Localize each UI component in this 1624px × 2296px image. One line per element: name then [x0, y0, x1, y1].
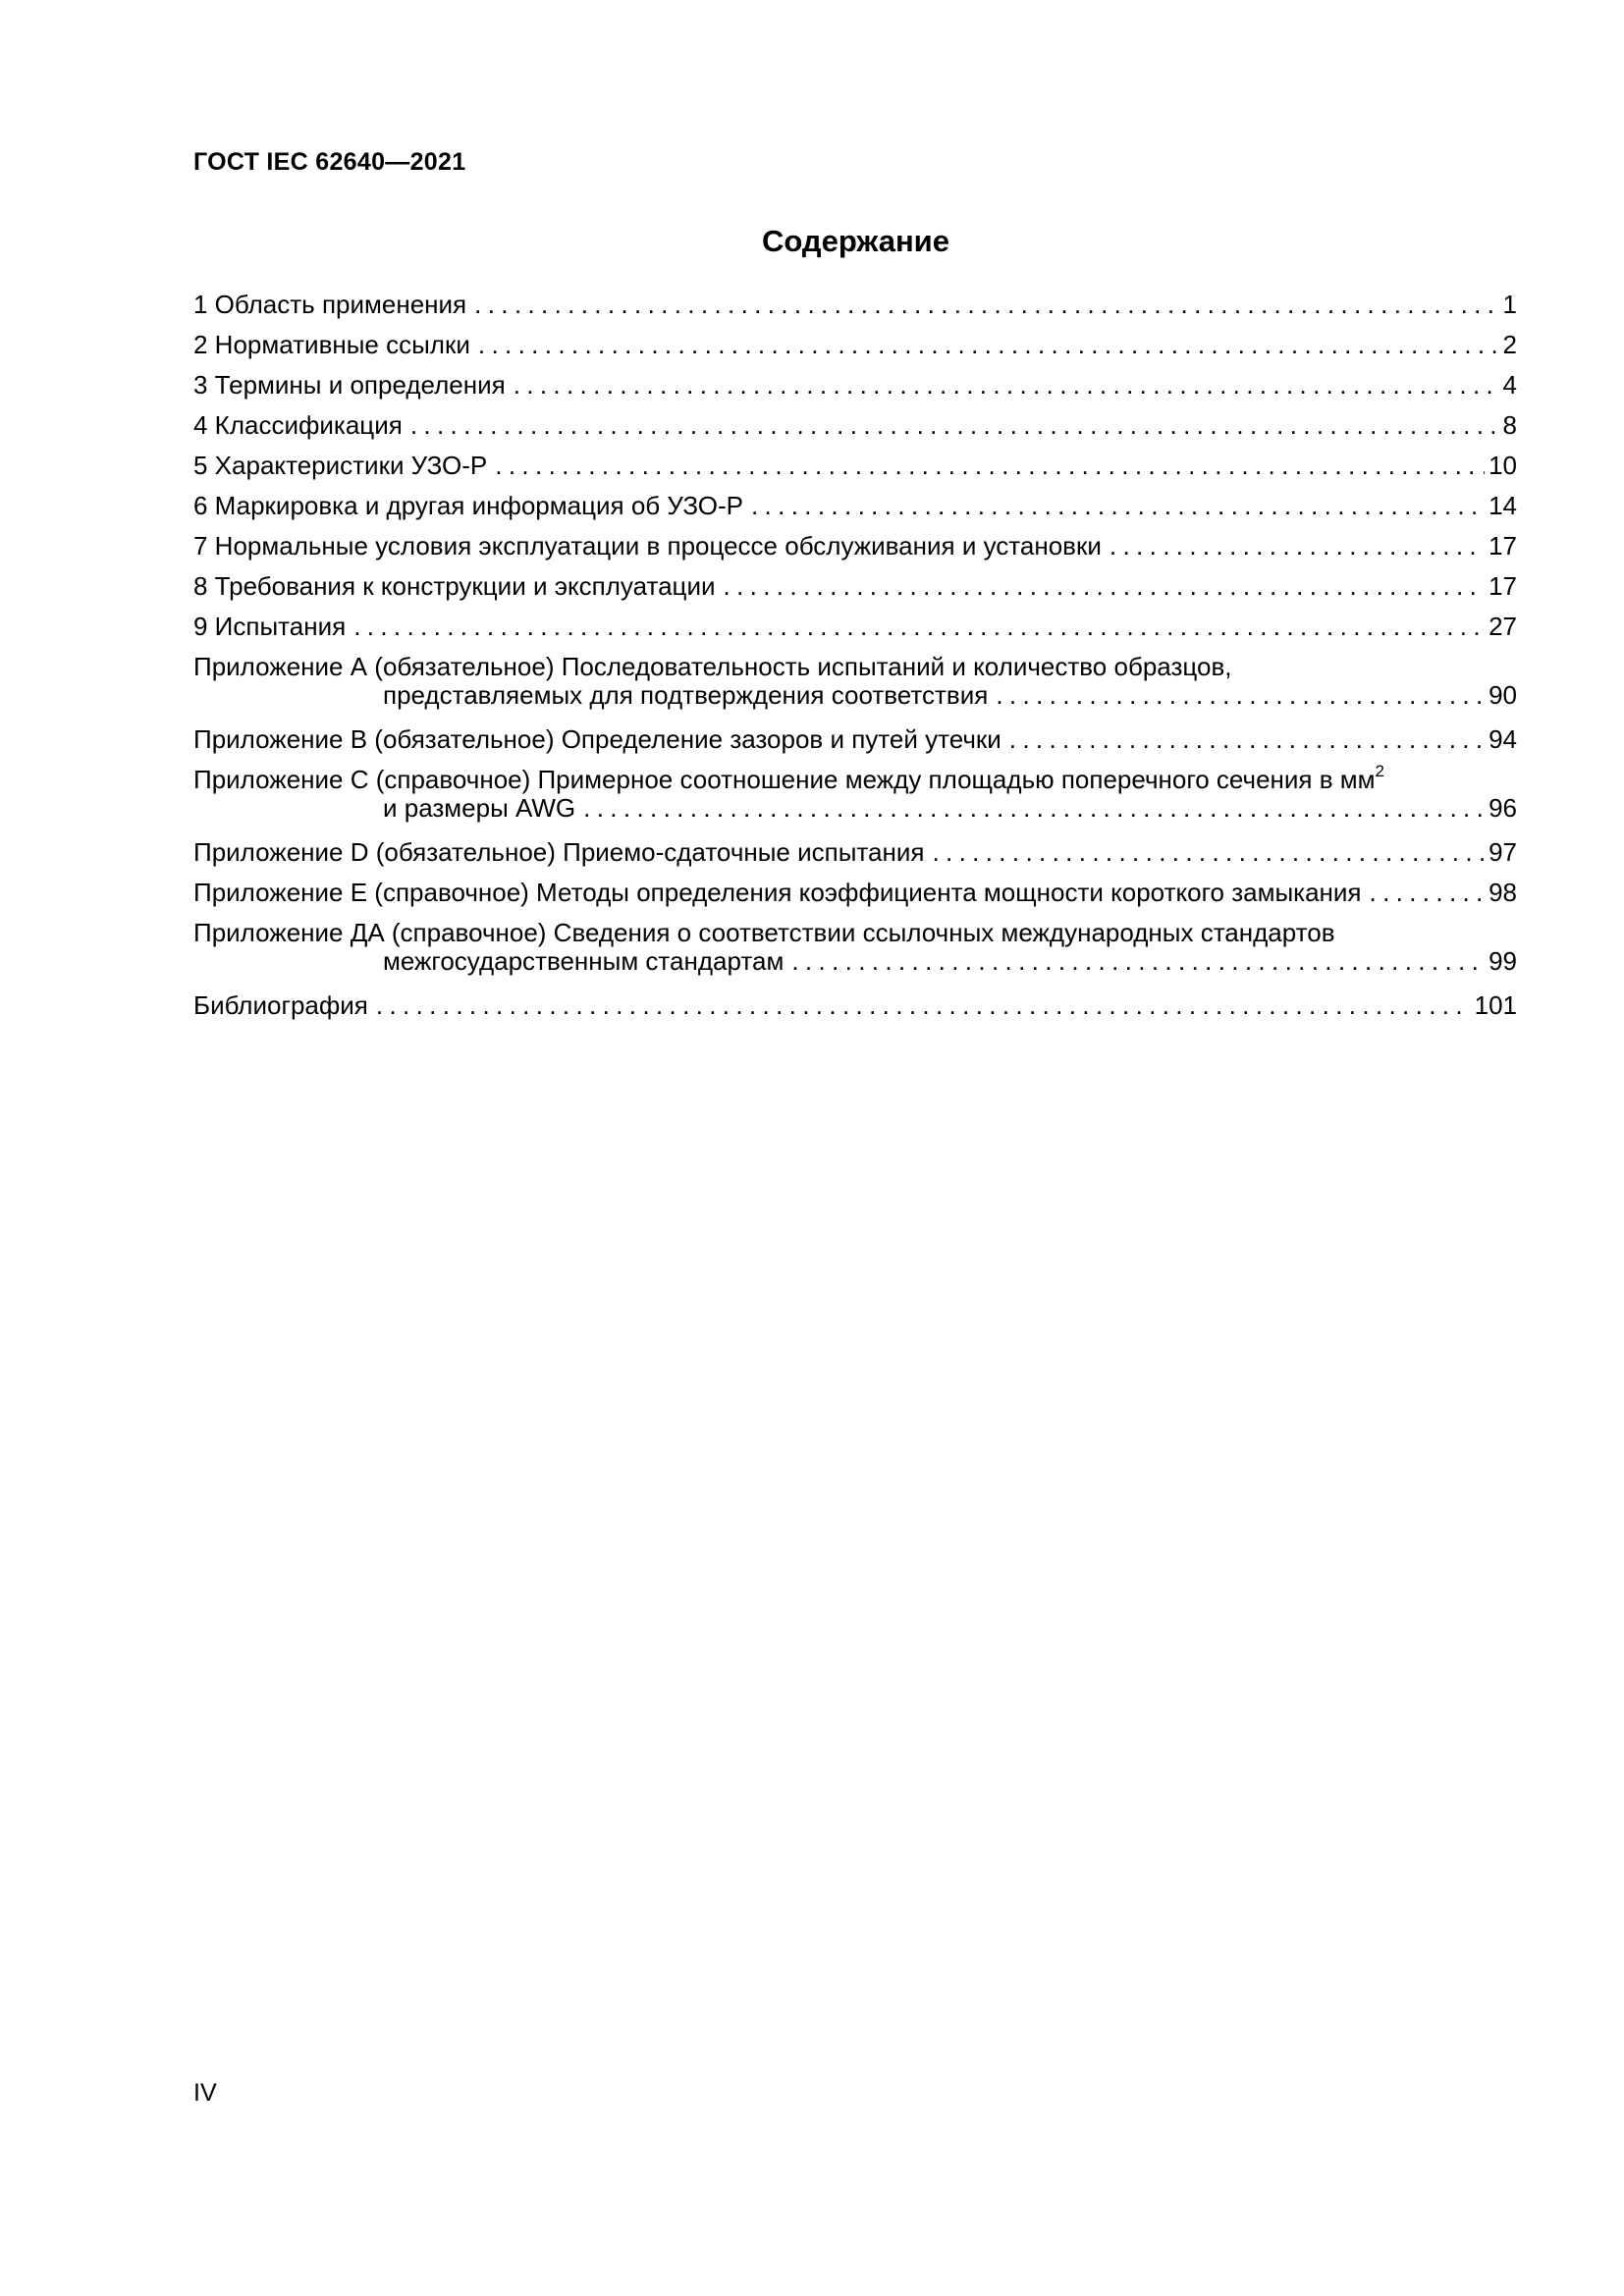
- toc-entry-text: 4 Классификация: [193, 410, 403, 440]
- toc-entry-text: 8 Требования к конструкции и эксплуатации: [193, 571, 716, 601]
- toc-entry[interactable]: [193, 446, 1517, 486]
- toc-entry[interactable]: [193, 526, 1517, 566]
- toc-entry-page: 17: [1489, 531, 1517, 561]
- toc-entry-page: 1: [1502, 290, 1517, 319]
- leader-dots: [410, 405, 1499, 446]
- toc-entry[interactable]: [193, 873, 1517, 913]
- toc-entry-text: 9 Испытания: [193, 612, 347, 641]
- table-of-contents: [193, 285, 1517, 1026]
- leader-dots: [1370, 873, 1486, 913]
- toc-entry[interactable]: [193, 647, 1517, 712]
- toc-entry-page: 14: [1489, 491, 1517, 520]
- toc-entry[interactable]: [193, 405, 1517, 446]
- toc-entry[interactable]: [193, 607, 1517, 647]
- toc-entry-text: Приложение С (справочное) Примерное соотношение между площадью поперечного сечения в мм: [193, 765, 1376, 794]
- toc-entry-page: 94: [1489, 724, 1517, 754]
- leader-dots: [478, 325, 1499, 365]
- toc-entry[interactable]: [193, 832, 1517, 873]
- toc-entry-page: 99: [1489, 946, 1517, 976]
- toc-entry-page: 97: [1489, 837, 1517, 867]
- toc-entry[interactable]: [193, 365, 1517, 405]
- toc-entry-text: 6 Маркировка и другая информация об УЗО-Р: [193, 491, 743, 520]
- leader-dots: [791, 945, 1485, 978]
- toc-entry[interactable]: [193, 486, 1517, 526]
- toc-entry[interactable]: [193, 325, 1517, 365]
- toc-entry[interactable]: [193, 720, 1517, 760]
- toc-entry-text: Приложение D (обязательное) Приемо-сдаточные испытания: [193, 837, 925, 867]
- toc-entry[interactable]: [193, 913, 1517, 978]
- leader-dots: [932, 832, 1485, 873]
- superscript: 2: [1375, 762, 1384, 780]
- toc-entry-page: 96: [1489, 793, 1517, 823]
- page-number: IV: [193, 2079, 217, 2107]
- toc-entry[interactable]: [193, 566, 1517, 607]
- toc-entry-text: Приложение ДА (справочное) Сведения о соответствии ссылочных международных стандартов: [193, 918, 1335, 947]
- toc-entry-text: Приложение В (обязательное) Определение зазоров и путей утечки: [193, 724, 1001, 754]
- toc-entry-page: 90: [1489, 680, 1517, 710]
- toc-entry-text: 2 Нормативные ссылки: [193, 330, 470, 359]
- document-code: ГОСТ IEC 62640—2021: [193, 148, 466, 176]
- toc-entry-page: 101: [1474, 990, 1517, 1020]
- leader-dots: [353, 607, 1485, 647]
- toc-entry[interactable]: [193, 760, 1517, 825]
- toc-entry-text: 5 Характеристики УЗО-Р: [193, 451, 488, 480]
- toc-entry-text-continued: и размеры AWG: [383, 793, 576, 823]
- toc-entry-page: 2: [1502, 330, 1517, 359]
- leader-dots: [996, 679, 1485, 712]
- toc-entry[interactable]: [193, 986, 1517, 1026]
- leader-dots: [514, 365, 1499, 405]
- leader-dots: [583, 792, 1485, 825]
- toc-entry-page: 17: [1489, 571, 1517, 601]
- leader-dots: [1110, 526, 1485, 566]
- toc-entry-page: 98: [1489, 878, 1517, 907]
- leader-dots: [724, 566, 1486, 607]
- toc-entry-text-continued: межгосударственным стандартам: [383, 946, 785, 976]
- toc-entry-text: Библиография: [193, 990, 368, 1020]
- toc-entry[interactable]: [193, 285, 1517, 325]
- toc-entry-page: 27: [1489, 612, 1517, 641]
- page-title: Содержание: [762, 224, 949, 258]
- toc-entry-text: 3 Термины и определения: [193, 370, 506, 400]
- toc-entry-text: 7 Нормальные условия эксплуатации в процессе обслуживания и установки: [193, 531, 1102, 561]
- toc-entry-text-continued: представляемых для подтверждения соответствия: [383, 680, 989, 710]
- toc-entry-text: 1 Область применения: [193, 290, 467, 319]
- toc-entry-text: Приложение Е (справочное) Методы определения коэффициента мощности короткого замыкания: [193, 878, 1362, 907]
- leader-dots: [474, 285, 1498, 325]
- toc-entry-text: Приложение А (обязательное) Последовательность испытаний и количество образцов,: [193, 652, 1232, 681]
- leader-dots: [1009, 720, 1485, 760]
- leader-dots: [495, 446, 1485, 486]
- toc-entry-page: 4: [1502, 370, 1517, 400]
- toc-entry-page: 8: [1502, 410, 1517, 440]
- leader-dots: [751, 486, 1485, 526]
- leader-dots: [376, 986, 1471, 1026]
- toc-entry-page: 10: [1489, 451, 1517, 480]
